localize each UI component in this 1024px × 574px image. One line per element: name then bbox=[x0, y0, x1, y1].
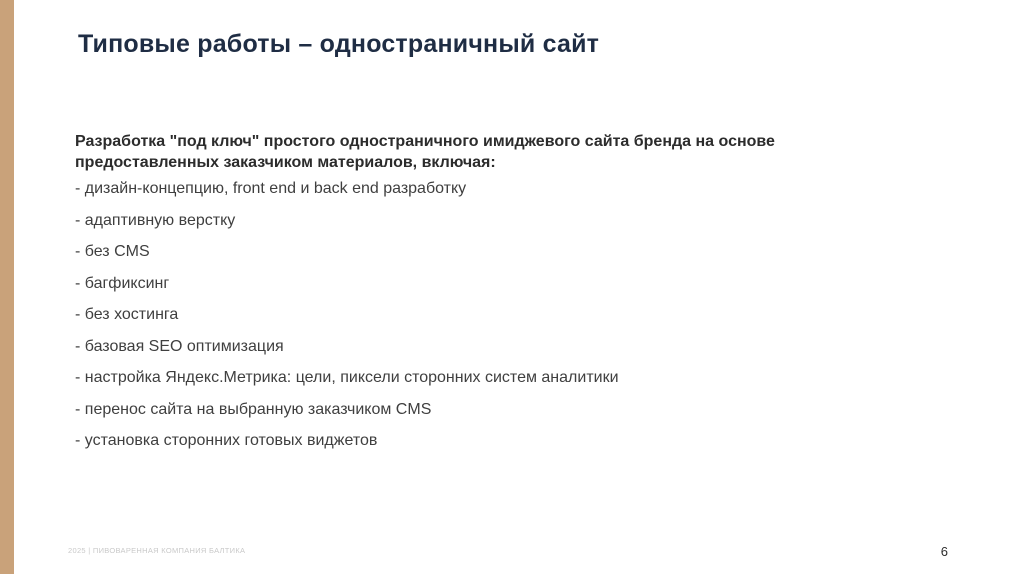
bullet-item: - настройка Яндекс.Метрика: цели, пиксели сторонних систем аналитики bbox=[75, 369, 619, 386]
bullet-item: - без хостинга bbox=[75, 306, 179, 323]
intro-text: Разработка "под ключ" простого одностраничного имиджевого сайта бренда на основе предоставленных заказчиком материалов, включая: bbox=[75, 133, 775, 171]
bullet-item: - базовая SEO оптимизация bbox=[75, 337, 284, 355]
bullet-item: - адаптивную верстку bbox=[75, 211, 236, 229]
bullet-item: - дизайн-концепцию, front end и back end разработку bbox=[75, 180, 467, 197]
bullet-item: - багфиксинг bbox=[75, 274, 170, 292]
bullet-item: - без CMS bbox=[75, 243, 150, 260]
slide-title: Типовые работы – одностраничный сайт bbox=[78, 30, 600, 58]
slide-content bbox=[75, 131, 835, 463]
bullet-list bbox=[75, 179, 835, 463]
page-number: 6 bbox=[940, 544, 948, 559]
footer-text: 2025 | ПИВОВАРЕННАЯ КОМПАНИЯ БАЛТИКА bbox=[68, 546, 246, 555]
accent-bar bbox=[0, 0, 14, 574]
bullet-item: - установка сторонних готовых виджетов bbox=[75, 432, 378, 449]
bullet-item: - перенос сайта на выбранную заказчиком CMS bbox=[75, 400, 432, 418]
